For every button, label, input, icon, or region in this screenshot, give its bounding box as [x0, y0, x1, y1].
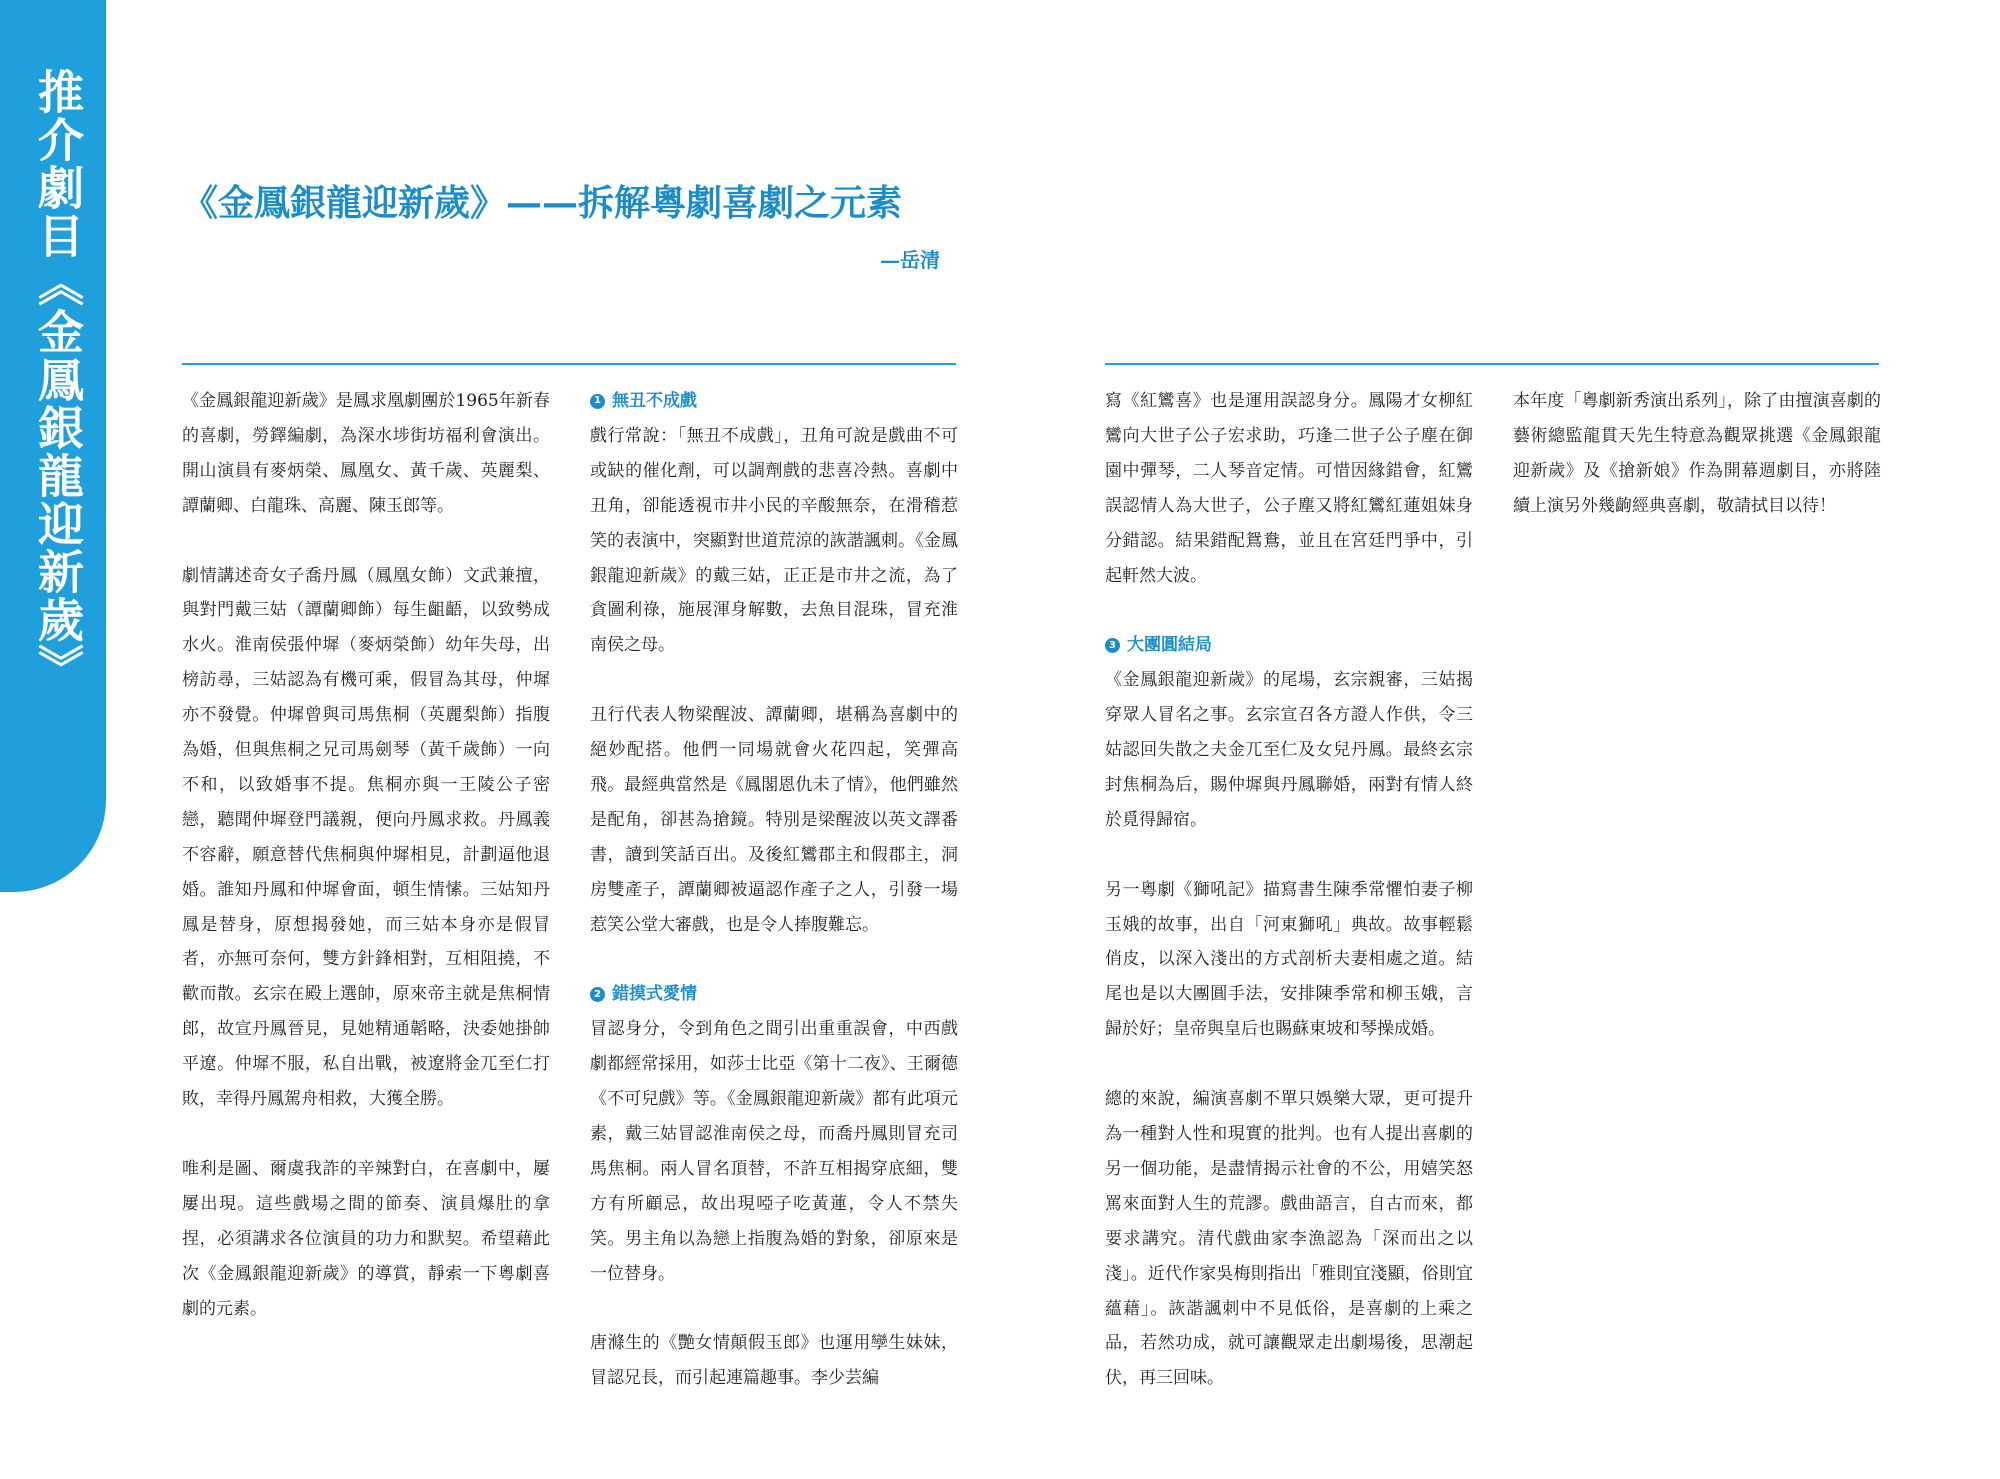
- section-heading-1: [590, 384, 958, 419]
- paragraph: 唐滌生的《艷女情顛假玉郎》也運用孿生妹妹，冒認兄長，而引起連篇趣事。李少芸編: [590, 1333, 958, 1389]
- divider-right: [1105, 363, 1879, 365]
- article-title: 《金鳳銀龍迎新歲》——拆解粵劇喜劇之元素: [182, 182, 903, 224]
- section-heading-3: [1105, 628, 1473, 663]
- paragraph: 寫《紅鸞喜》也是運用誤認身分。鳳陽才女柳紅鸞向大世子公子宏求助，巧逢二世子公子塵在御園中彈琴，二人琴音定情。可惜因緣錯會，紅鸞誤認情人為大世子，公子塵又將紅鸞紅蓮姐妹身分錯認。結果錯配鴛鴦，並且在宮廷門爭中，引起軒然大波。: [1105, 391, 1473, 586]
- text-column-2: [590, 384, 958, 1431]
- paragraph: 丑行代表人物梁醒波、譚蘭卿，堪稱為喜劇中的絕妙配搭。他們一同場就會火花四起，笑彈高飛。最經典當然是《鳳閣恩仇未了情》，他們雖然是配角，卻甚為搶鏡。特別是梁醒波以英文譯番書，讀到笑話百出。及後紅鸞郡主和假郡主，洞房雙產子，譚蘭卿被逼認作產子之人，引發一場惹笑公堂大審戲，也是令人捧腹難忘。: [590, 705, 958, 935]
- paragraph: 戲行常說：「無丑不成戲」，丑角可說是戲曲不可或缺的催化劑，可以調劑戲的悲喜冷熱。喜劇中丑角，卻能透視市井小民的辛酸無奈，在滑稽惹笑的表演中，突顯對世道荒涼的詼諧諷刺。《金鳳銀龍迎新歲》的戴三姑，正正是市井之流，為了貪圖利祿，施展渾身解數，去魚目混珠，冒充淮南侯之母。: [590, 425, 958, 656]
- section-heading-text: 錯摸式愛情: [612, 984, 697, 1005]
- author-byline: —岳清: [880, 248, 940, 272]
- paragraph: 本年度「粵劇新秀演出系列」，除了由擅演喜劇的藝術總監龍貫天先生特意為觀眾挑選《金鳳銀龍迎新歲》及《搶新娘》作為開幕週劇目，亦將陸續上演另外幾齣經典喜劇，敬請拭目以待！: [1513, 391, 1881, 516]
- text-column-3: [1105, 384, 1473, 1431]
- divider-left: [182, 363, 956, 365]
- paragraph: 《金鳳銀龍迎新歲》是鳳求凰劇團於1965年新春的喜劇，勞鐸編劇，為深水埗街坊福利會演出。開山演員有麥炳榮、鳳凰女、黃千歲、英麗梨、譚蘭卿、白龍珠、高麗、陳玉郎等。: [182, 391, 550, 516]
- text-column-1: [182, 384, 550, 1361]
- paragraph: 唯利是圖、爾虞我詐的辛辣對白，在喜劇中，屢屢出現。這些戲場之間的節奏、演員爆肚的拿捏，必須講求各位演員的功力和默契。希望藉此次《金鳳銀龍迎新歲》的導賞，靜索一下粵劇喜劇的元素。: [182, 1158, 550, 1319]
- section-label: 推介劇目《金鳳銀龍迎新歲》: [31, 68, 85, 692]
- section-heading-2: [590, 977, 958, 1012]
- section-heading-text: 無丑不成戲: [612, 391, 697, 411]
- number-badge-icon: 3: [1105, 638, 1120, 653]
- number-badge-icon: 1: [590, 394, 605, 409]
- text-column-4: [1513, 384, 1881, 559]
- paragraph: 《金鳳銀龍迎新歲》的尾場，玄宗親審，三姑揭穿眾人冒名之事。玄宗宣召各方證人作供，令三姑認回失散之夫金兀至仁及女兒丹鳳。最終玄宗封焦桐為后，賜仲墀與丹鳳聯婚，兩對有情人終於覓得歸宿。: [1105, 670, 1473, 830]
- paragraph: 冒認身分，令到角色之間引出重重誤會，中西戲劇都經常採用，如莎士比亞《第十二夜》、王爾德《不可兒戲》等。《金鳳銀龍迎新歲》都有此項元素，戴三姑冒認淮南侯之母，而喬丹鳳則冒充司馬焦桐。兩人冒名頂替，不許互相揭穿底細，雙方有所顧忌，故出現啞子吃黃蓮，令人不禁失笑。男主角以為戀上指腹為婚的對象，卻原來是一位替身。: [590, 1019, 958, 1284]
- paragraph: 另一粵劇《獅吼記》描寫書生陳季常懼怕妻子柳玉娥的故事，出自「河東獅吼」典故。故事輕鬆俏皮，以深入淺出的方式剖析夫妻相處之道。結尾也是以大團圓手法，安排陳季常和柳玉娥，言歸於好；皇帝與皇后也賜蘇東坡和琴操成婚。: [1105, 879, 1473, 1040]
- section-heading-text: 大團圓結局: [1127, 635, 1212, 656]
- number-badge-icon: 2: [590, 987, 605, 1002]
- paragraph: 劇情講述奇女子喬丹鳳（鳳凰女飾）文武兼擅，與對門戴三姑（譚蘭卿飾）每生齟齬，以致勢成水火。淮南侯張仲墀（麥炳榮飾）幼年失母，出榜訪尋，三姑認為有機可乘，假冒為其母，仲墀亦不發覺。仲墀曾與司馬焦桐（英麗梨飾）指腹為婚，但與焦桐之兄司馬劍琴（黃千歲飾）一向不和，以致婚事不提。焦桐亦與一王陵公子密戀，聽聞仲墀登門議親，便向丹鳳求救。丹鳳義不容辭，願意替代焦桐與仲墀相見，計劃逼他退婚。誰知丹鳳和仲墀會面，頓生情愫。三姑知丹鳳是替身，原想揭發她，而三姑本身亦是假冒者，亦無可奈何，雙方針鋒相對，互相阻撓，不歡而散。玄宗在殿上選帥，原來帝主就是焦桐情郎，故宣丹鳳晉見，見她精通韜略，決委她掛帥平遼。仲墀不服，私自出戰，被遼將金兀至仁打敗，幸得丹鳳駕舟相救，大獲全勝。: [182, 565, 550, 1110]
- paragraph: 總的來說，編演喜劇不單只娛樂大眾，更可提升為一種對人性和現實的批判。也有人提出喜劇的另一個功能，是盡情揭示社會的不公，用嬉笑怒罵來面對人生的荒謬。戲曲語言，自古而來，都要求講究。清代戲曲家李漁認為「深而出之以淺」。近代作家吳梅則指出「雅則宜淺顯，俗則宜蘊藉」。詼諧諷刺中不見低俗，是喜劇的上乘之品，若然功成，就可讓觀眾走出劇場後，思潮起伏，再三回味。: [1105, 1089, 1473, 1389]
- section-side-tab: [0, 0, 106, 892]
